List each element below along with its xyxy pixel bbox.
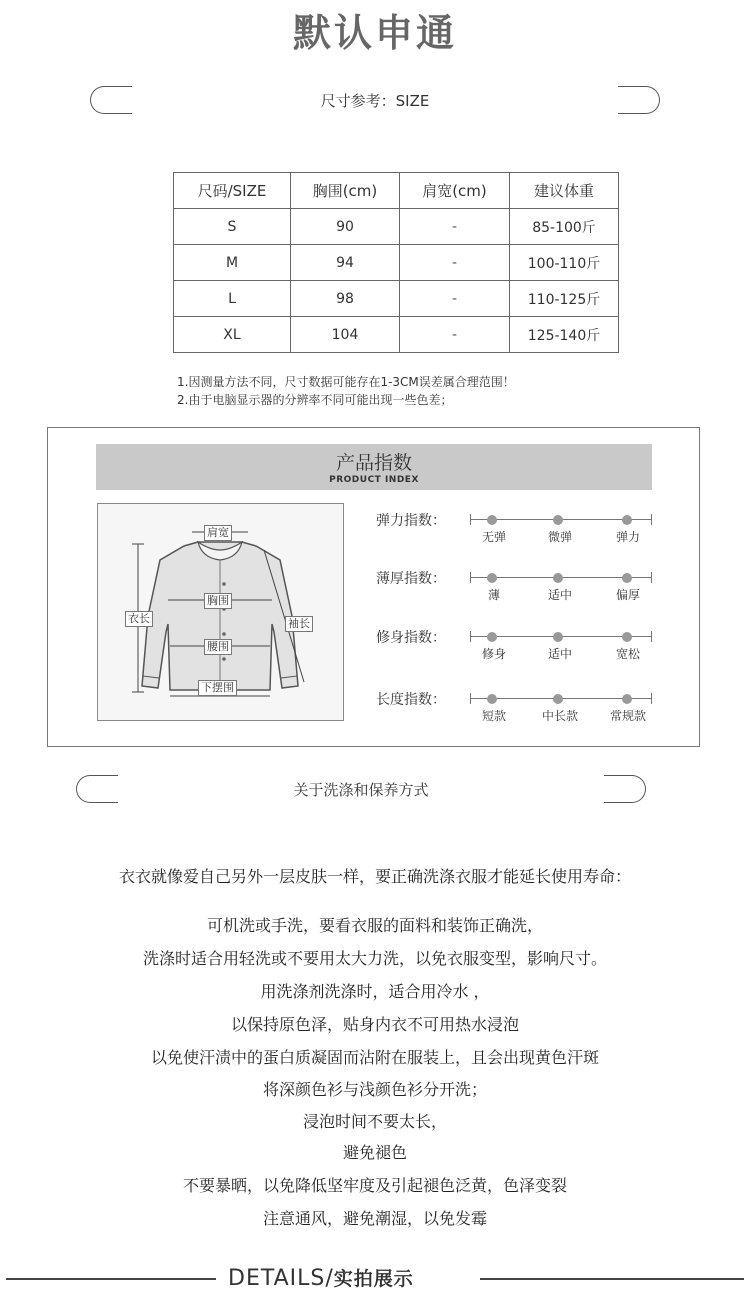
shoulder-label: 肩宽	[204, 525, 232, 541]
weight-cell: 85-100斤	[510, 209, 619, 245]
table-row	[174, 209, 619, 245]
shoulder-cell: -	[400, 209, 510, 245]
index-dot	[553, 632, 563, 642]
index-option: 弹力	[615, 530, 640, 544]
size-section-header	[90, 86, 660, 116]
track-tick	[651, 514, 652, 525]
index-option: 短款	[481, 709, 506, 723]
sleeve-label: 袖长	[285, 616, 313, 632]
length-label: 衣长	[125, 611, 153, 627]
size-table-header: 胸围(cm)	[291, 173, 400, 209]
index-option: 修身	[481, 647, 506, 661]
details-title	[228, 1264, 414, 1291]
index-track	[470, 698, 652, 699]
track-tick	[470, 631, 471, 642]
track-tick	[651, 572, 652, 583]
index-label: 长度指数：	[376, 692, 446, 708]
index-label: 弹力指数：	[376, 513, 446, 529]
index-row-fit	[376, 627, 686, 671]
shoulder-cell: -	[400, 317, 510, 353]
details-title-en: DETAILS/	[228, 1266, 334, 1291]
size-table-header: 肩宽(cm)	[400, 173, 510, 209]
index-dot	[487, 632, 497, 642]
weight-cell: 125-140斤	[510, 317, 619, 353]
size-cell: XL	[174, 317, 291, 353]
size-cell: M	[174, 245, 291, 281]
index-dot	[487, 694, 497, 704]
weight-cell: 100-110斤	[510, 245, 619, 281]
care-line: 洗涤时适合用轻洗或不要用太大力洗，以免衣服变型，影响尺寸。	[142, 949, 607, 968]
table-row	[174, 317, 619, 353]
garment-diagram	[97, 503, 344, 721]
index-option: 偏厚	[615, 588, 640, 602]
index-dot	[487, 573, 497, 583]
chest-cell: 90	[291, 209, 400, 245]
waist-label: 腰围	[204, 639, 232, 655]
care-section-title: 关于洗涤和保养方式	[293, 781, 429, 799]
index-dot	[622, 515, 632, 525]
chest-label: 胸围	[204, 593, 232, 609]
index-option: 宽松	[615, 647, 640, 661]
care-line: 避免褪色	[342, 1143, 407, 1162]
track-tick	[470, 693, 471, 704]
care-line: 浸泡时间不要太长，	[302, 1112, 447, 1131]
index-option: 中长款	[541, 709, 578, 723]
size-notes	[177, 373, 515, 409]
brand-title: 默认申通	[292, 11, 457, 55]
index-track	[470, 636, 652, 637]
care-line: 注意通风，避免潮湿，以免发霉	[262, 1209, 487, 1228]
index-dot	[553, 573, 563, 583]
chest-cell: 94	[291, 245, 400, 281]
track-tick	[470, 514, 471, 525]
index-option: 微弹	[547, 530, 572, 544]
index-option: 适中	[547, 588, 572, 602]
care-section-header	[76, 775, 646, 805]
index-row-thickness	[376, 568, 686, 612]
index-dot	[622, 632, 632, 642]
care-line: 以保持原色泽，贴身内衣不可用热水浸泡	[230, 1015, 519, 1034]
size-table-header: 建议体重	[510, 173, 619, 209]
product-index-subtitle: PRODUCT INDEX	[329, 475, 419, 485]
size-cell: S	[174, 209, 291, 245]
index-dot	[622, 694, 632, 704]
shoulder-cell: -	[400, 281, 510, 317]
care-line: 以免使汗渍中的蛋白质凝固而沾附在服装上，且会出现黄色汗斑	[150, 1048, 599, 1067]
index-option: 薄	[487, 588, 500, 602]
care-line: 可机洗或手洗，要看衣服的面料和装饰正确洗，	[206, 916, 543, 935]
product-index-banner	[96, 444, 652, 490]
product-index-title: 产品指数	[335, 452, 412, 474]
track-tick	[651, 631, 652, 642]
index-track	[470, 577, 652, 578]
note-line: 2.由于电脑显示器的分辨率不同可能出现一些色差；	[177, 393, 453, 407]
hem-label: 下摆围	[198, 680, 237, 696]
index-row-length	[376, 689, 686, 733]
care-line: 衣衣就像爱自己另外一层皮肤一样，要正确洗涤衣服才能延长使用寿命：	[118, 867, 631, 886]
bracket-right-decoration	[618, 86, 660, 114]
divider-line	[480, 1278, 744, 1280]
size-section-title: 尺寸参考：SIZE	[320, 92, 430, 110]
shoulder-cell: -	[400, 245, 510, 281]
care-line: 将深颜色衫与浅颜色衫分开洗；	[262, 1080, 487, 1099]
details-title-cn: 实拍展示	[333, 1268, 414, 1290]
index-dot	[487, 515, 497, 525]
index-dot	[553, 515, 563, 525]
track-tick	[470, 572, 471, 583]
care-line: 用洗涤剂洗涤时，适合用冷水 ，	[260, 982, 490, 1001]
index-option: 适中	[547, 647, 572, 661]
index-track	[470, 519, 652, 520]
size-table-header-row	[174, 173, 619, 209]
product-index-panel	[47, 427, 700, 747]
note-line: 1.因测量方法不同，尺寸数据可能存在1-3CM误差属合理范围！	[177, 375, 515, 389]
weight-cell: 110-125斤	[510, 281, 619, 317]
index-label: 薄厚指数：	[376, 571, 446, 587]
size-table	[173, 172, 619, 353]
track-tick	[651, 693, 652, 704]
index-dot	[622, 573, 632, 583]
table-row	[174, 281, 619, 317]
bracket-right-decoration	[604, 775, 646, 803]
divider-line	[6, 1278, 216, 1280]
care-line: 不要暴晒，以免降低坚牢度及引起褪色泛黄，色泽变裂	[182, 1176, 567, 1195]
table-row	[174, 245, 619, 281]
chest-cell: 104	[291, 317, 400, 353]
index-dot	[553, 694, 563, 704]
details-footer	[0, 1264, 750, 1294]
index-option: 常规款	[609, 709, 646, 723]
size-table-header: 尺码/SIZE	[174, 173, 291, 209]
chest-cell: 98	[291, 281, 400, 317]
index-row-elasticity	[376, 510, 686, 554]
size-cell: L	[174, 281, 291, 317]
index-label: 修身指数：	[376, 630, 446, 646]
index-option: 无弹	[481, 530, 506, 544]
